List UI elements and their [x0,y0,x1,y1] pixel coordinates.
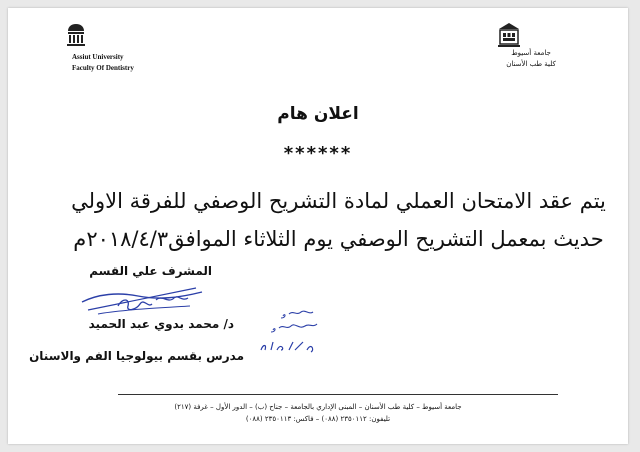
faculty-logo-icon [497,22,521,48]
university-logo-icon [64,22,88,48]
handwritten-signature-icon [78,280,208,318]
university-en-text: Assiut University [72,53,124,61]
faculty-en-text: Faculty Of Dentistry [72,64,134,72]
announcement-line-1: يتم عقد الامتحان العملي لمادة التشريح الوصفي للفرقة الاولي [71,189,606,213]
faculty-ar-text: كلية طب الأسنان [506,60,556,68]
announcement-line-2: حديث بمعمل التشريح الوصفي يوم الثلاثاء الموافق٢٠١٨/٤/٣م [73,227,604,251]
announcement-stars: ****** [283,143,353,164]
doctor-name: د/ محمد بدوي عبد الحميد [88,317,234,331]
footer-divider [118,394,558,395]
handwritten-note-icon [233,306,323,358]
announcement-body [56,182,621,258]
supervisor-label: المشرف علي القسم [89,264,212,278]
university-name-ar [496,48,566,70]
footer [8,401,628,425]
announcement-title: اعلان هام [277,104,359,124]
footer-address: جامعة أسيوط – كلية طب الأسنان – المبنى الإداري بالجامعة – جناح (ب) – الدور الأول – غرفة (٢١٧) [174,403,462,411]
document-page [8,8,628,444]
lecturer-title: مدرس بقسم بيولوجيا الفم والاسنان [29,349,244,363]
university-ar-text: جامعة أسيوط [511,49,551,57]
footer-contacts: تليفون: ٢٣٥٠١١٢ (٠٨٨) – فاكس: ٢٣٥٠١١٣ (٠٨٨) [245,415,391,423]
university-name-en [72,52,134,74]
